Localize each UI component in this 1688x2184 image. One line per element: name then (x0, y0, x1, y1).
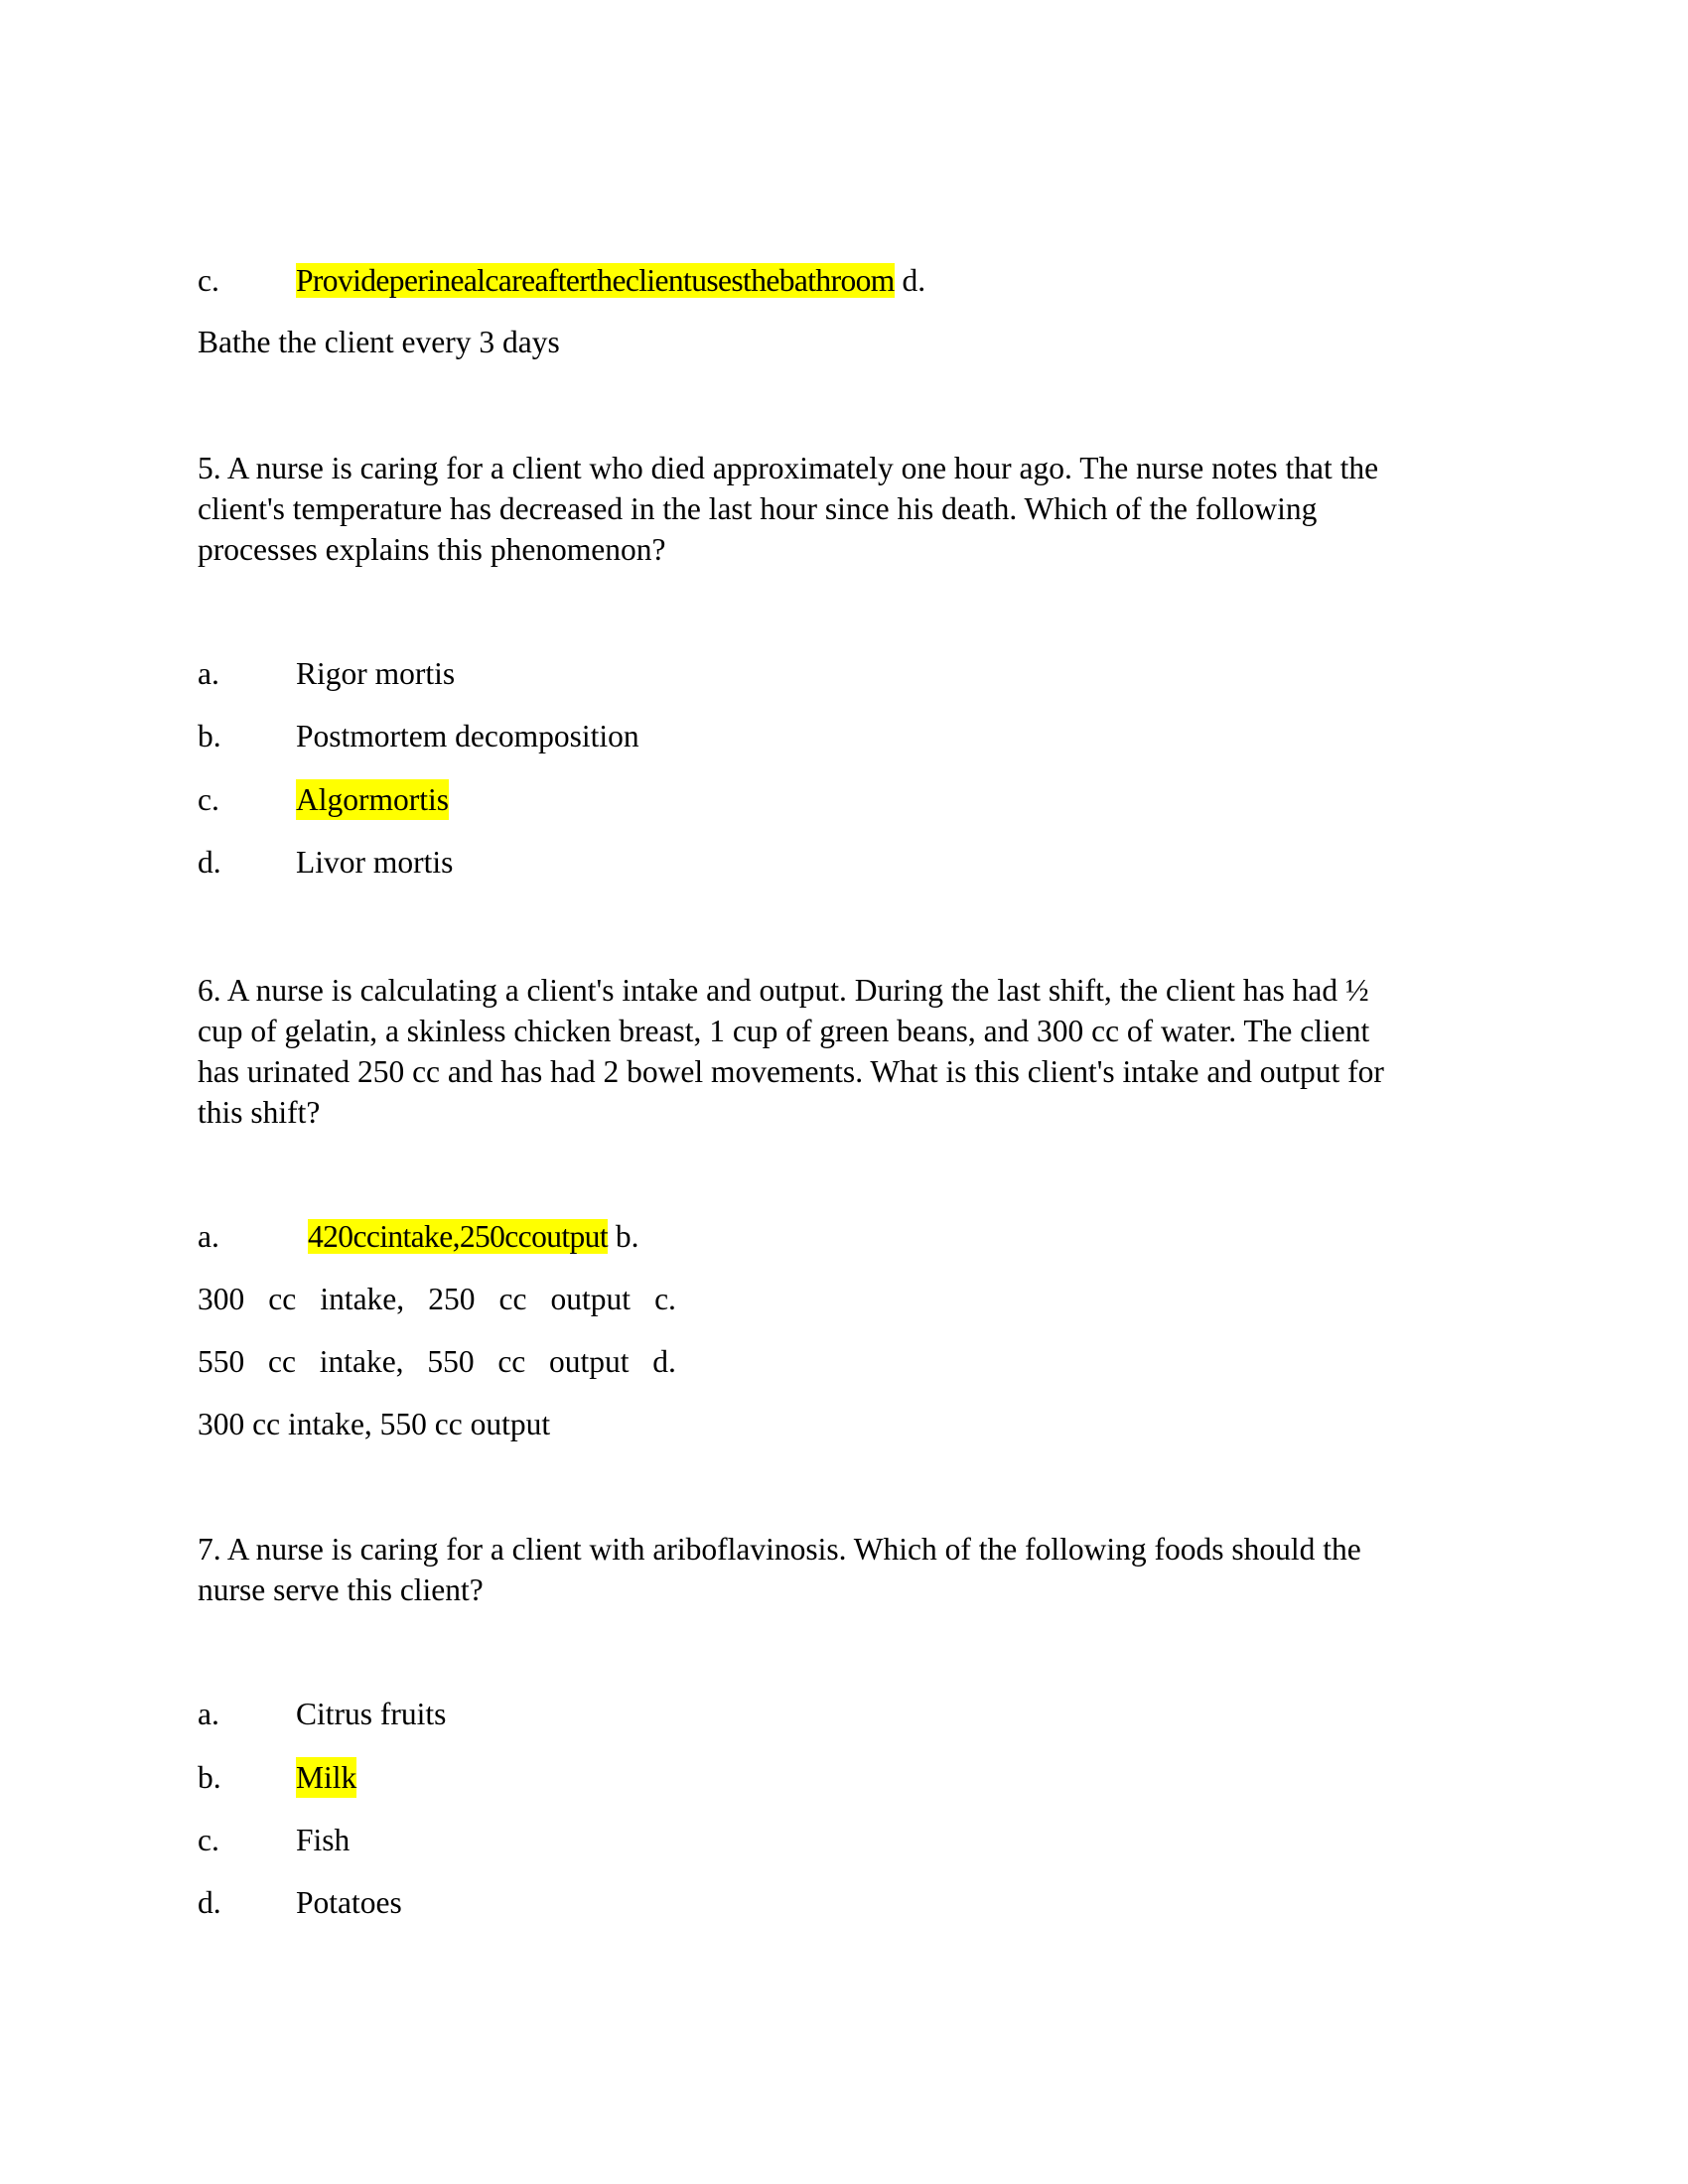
q7-option-b-text-highlighted: Milk (296, 1757, 356, 1798)
q6-option-c-word: output (549, 1344, 630, 1379)
q6-option-c-letter: c. (654, 1282, 676, 1316)
q7-option-a-letter: a. (198, 1697, 219, 1731)
q7-option-c-letter: c. (198, 1823, 219, 1857)
q4-option-d-letter: d. (902, 263, 926, 298)
q7-option-b-letter: b. (198, 1760, 221, 1795)
q4-option-c-text-highlighted: Provideperinealcareaftertheclientusesthebathroom (296, 263, 895, 298)
q7-stem-line-2: nurse serve this client? (198, 1572, 484, 1607)
q5-stem-line-3: processes explains this phenomenon? (198, 532, 666, 567)
q6-option-c-word: intake, (319, 1344, 404, 1379)
q5-option-d-letter: d. (198, 845, 221, 880)
q4-option-c-letter: c. (198, 263, 219, 298)
q6-stem-line-2: cup of gelatin, a skinless chicken breast, 1 cup of green beans, and 300 cc of water. The client (198, 1014, 1370, 1048)
q5-option-c-text-highlighted: Algormortis (296, 779, 449, 820)
q7-option-a-text: Citrus fruits (296, 1697, 447, 1731)
q6-option-c-word: 550 (427, 1344, 475, 1379)
q6-option-d-letter: d. (652, 1344, 676, 1379)
q7-option-d-text: Potatoes (296, 1885, 402, 1920)
q6-option-b-word: output (550, 1282, 632, 1316)
q4-option-d-text: Bathe the client every 3 days (198, 325, 560, 359)
q5-option-b-letter: b. (198, 719, 221, 753)
q6-option-c-line (198, 1341, 676, 1382)
q5-option-d-text: Livor mortis (296, 845, 454, 880)
q5-option-a-text: Rigor mortis (296, 656, 456, 691)
q6-option-b-word: 300 (198, 1282, 245, 1316)
q6-stem-line-1: 6. A nurse is calculating a client's intake and output. During the last shift, the client has had ½ (198, 973, 1369, 1008)
q6-option-a (308, 1216, 638, 1257)
q6-option-c-word: cc (268, 1344, 296, 1379)
q4-option-c (296, 260, 925, 301)
q5-option-c-letter: c. (198, 782, 219, 817)
q6-option-a-text-highlighted: 420ccintake,250ccoutput (308, 1219, 608, 1254)
q5-option-b-text: Postmortem decomposition (296, 719, 639, 753)
q6-option-b-word: 250 (428, 1282, 476, 1316)
q6-option-d-text: 300 cc intake, 550 cc output (198, 1407, 551, 1441)
q6-option-b-line (198, 1279, 676, 1319)
q5-option-a-letter: a. (198, 656, 219, 691)
q5-stem-line-2: client's temperature has decreased in the last hour since his death. Which of the following (198, 491, 1318, 526)
q6-option-b-letter: b. (615, 1219, 639, 1254)
q6-option-b-word: cc (268, 1282, 297, 1316)
q5-stem-line-1: 5. A nurse is caring for a client who died approximately one hour ago. The nurse notes that the (198, 451, 1379, 485)
q7-option-d-letter: d. (198, 1885, 221, 1920)
q7-stem-line-1: 7. A nurse is caring for a client with ariboflavinosis. Which of the following foods should the (198, 1532, 1361, 1567)
q6-option-b-word: intake, (320, 1282, 405, 1316)
q6-option-c-word: cc (497, 1344, 526, 1379)
q7-option-c-text: Fish (296, 1823, 351, 1857)
q6-stem-line-4: this shift? (198, 1095, 321, 1130)
q6-stem-line-3: has urinated 250 cc and has had 2 bowel movements. What is this client's intake and output for (198, 1054, 1384, 1089)
q6-option-b-word: cc (498, 1282, 527, 1316)
q6-option-a-letter: a. (198, 1219, 219, 1254)
q6-option-c-word: 550 (198, 1344, 245, 1379)
